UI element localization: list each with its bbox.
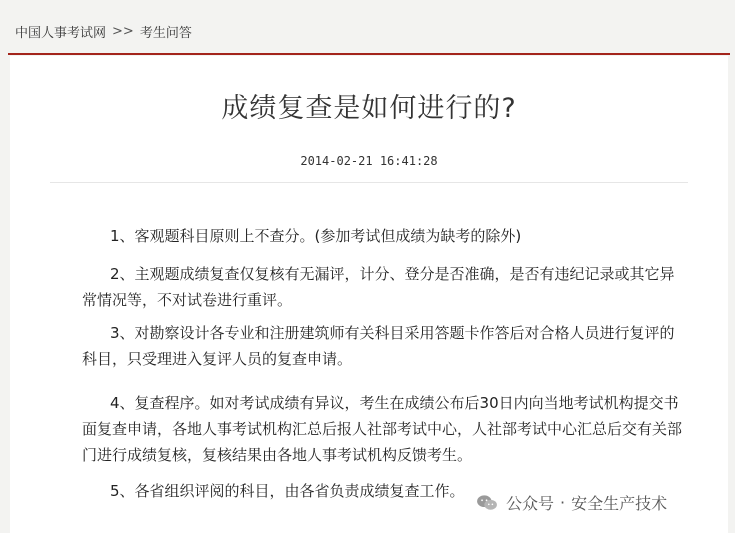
article-paragraph-5: 5、各省组织评阅的科目，由各省负责成绩复查工作。 bbox=[110, 482, 465, 500]
breadcrumb-separator: >> bbox=[112, 24, 134, 39]
watermark-dot: · bbox=[560, 493, 566, 512]
article-paragraph-1: 1、客观题科目原则上不查分。(参加考试但成绩为缺考的除外) bbox=[110, 227, 522, 245]
article-paragraph-4: 4、复查程序。如对考试成绩有异议，考生在成绩公布后30日内向当地考试机构提交书面复查申请，各地人事考试机构汇总后报人社部考试中心，人社部考试中心汇总后交有关部门进行成绩复核，复核结果由各地人事考试机构反馈考生。 bbox=[82, 394, 683, 464]
breadcrumb-home-link[interactable]: 中国人事考试网 bbox=[15, 26, 107, 41]
article-paragraph-2: 2、主观题成绩复查仅复核有无漏评，计分、登分是否准确，是否有违纪记录或其它异常情况等，不对试卷进行重评。 bbox=[82, 265, 675, 309]
header-rule bbox=[8, 53, 730, 55]
top-bar bbox=[0, 0, 735, 52]
title-divider bbox=[50, 182, 688, 183]
breadcrumb-section-link[interactable]: 考生问答 bbox=[139, 26, 192, 41]
wechat-icon bbox=[476, 494, 498, 512]
wechat-watermark bbox=[476, 491, 667, 514]
watermark-label: 公众号 bbox=[506, 494, 555, 513]
breadcrumb bbox=[15, 22, 192, 41]
watermark-account-name: 安全生产技术 bbox=[571, 494, 668, 513]
article-title: 成绩复查是如何进行的? bbox=[221, 93, 517, 124]
article-paragraph-3: 3、对勘察设计各专业和注册建筑师有关科目采用答题卡作答后对合格人员进行复评的科目，只受理进入复评人员的复查申请。 bbox=[82, 324, 675, 368]
article-date: 2014-02-21 16:41:28 bbox=[300, 154, 438, 168]
article-content bbox=[10, 56, 728, 533]
